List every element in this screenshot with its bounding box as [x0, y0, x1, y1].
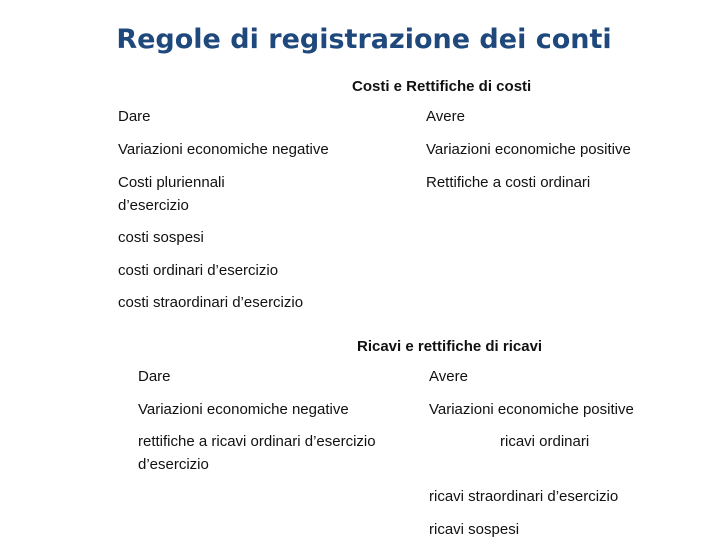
costs-dare-item-pluriennali: Costi pluriennali: [118, 174, 225, 191]
revenues-avere-category: Variazioni economiche positive: [429, 401, 634, 418]
costs-dare-item-pluriennali-cont: d’esercizio: [118, 197, 189, 214]
revenues-section-heading: Ricavi e rettifiche di ricavi: [357, 338, 543, 355]
costs-dare-header: Dare: [118, 108, 151, 125]
revenues-avere-item-sospesi: ricavi sospesi: [429, 521, 520, 538]
costs-dare-item-ordinari: costi ordinari d’esercizio: [118, 262, 279, 279]
revenues-avere-item-straordinari: ricavi straordinari d’esercizio: [429, 488, 619, 505]
costs-avere-header: Avere: [426, 108, 465, 125]
costs-avere-category: Variazioni economiche positive: [426, 141, 631, 158]
costs-dare-item-straordinari: costi straordinari d’esercizio: [118, 294, 304, 311]
slide-title: Regole di registrazione dei conti: [116, 24, 612, 55]
costs-dare-item-sospesi: costi sospesi: [118, 229, 204, 246]
costs-dare-category: Variazioni economiche negative: [118, 141, 329, 158]
revenues-dare-item-rettifiche-cont: d’esercizio: [138, 456, 209, 473]
revenues-avere-header: Avere: [429, 368, 468, 385]
revenues-dare-category: Variazioni economiche negative: [138, 401, 349, 418]
costs-avere-item-rettifiche: Rettifiche a costi ordinari: [426, 174, 591, 191]
revenues-avere-item-ordinari: ricavi ordinari: [500, 433, 590, 450]
costs-section-heading: Costi e Rettifiche di costi: [352, 78, 532, 95]
revenues-dare-header: Dare: [138, 368, 171, 385]
revenues-dare-item-rettifiche: rettifiche a ricavi ordinari d’esercizio: [138, 433, 376, 450]
